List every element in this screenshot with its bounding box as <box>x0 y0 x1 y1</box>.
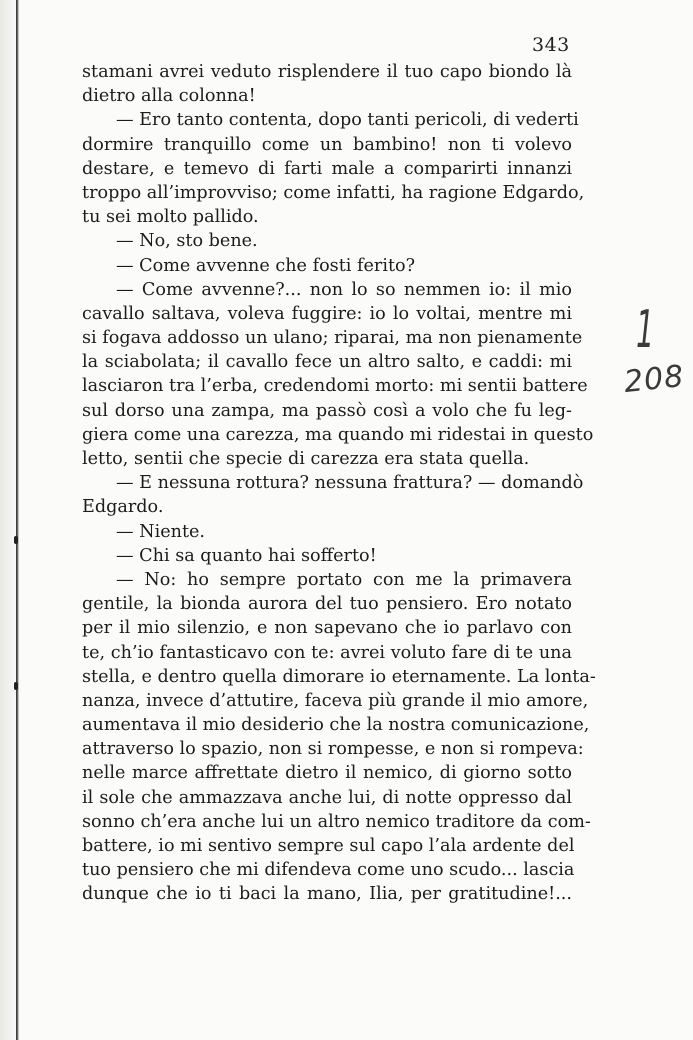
handwritten-margin-note: 1 <box>636 300 655 360</box>
ink-speck <box>14 536 18 544</box>
text-line: gentile, la bionda aurora del tuo pensiero. Ero notato <box>82 594 572 615</box>
text-line: — Chi sa quanto hai sofferto! <box>116 545 377 566</box>
text-line: tuo pensiero che mi difendeva come uno scudo... lascia <box>82 860 575 881</box>
page-number: 343 <box>532 34 570 56</box>
text-line: sul dorso una zampa, ma passò così a volo che fu leg- <box>82 400 572 421</box>
text-line: si fogava addosso un ulano; riparai, ma non pienamente <box>82 328 583 349</box>
body-text <box>82 60 596 907</box>
handwritten-margin-note: 208 <box>622 358 686 401</box>
text-line: il sole che ammazzava anche lui, di notte oppresso dal <box>82 787 572 808</box>
text-line: per il mio silenzio, e non sapevano che io parlavo con <box>82 618 572 639</box>
ink-speck <box>14 682 18 690</box>
text-line: — Come avvenne?... non lo so nemmen io: il mio <box>116 279 572 300</box>
text-line: nanza, invece d’attutire, faceva più grande il mio amore, <box>82 690 589 711</box>
text-line: battere, io mi sentivo sempre sul capo l’ala ardente del <box>82 836 575 856</box>
text-line: — No, sto bene. <box>116 231 258 252</box>
text-line: destare, e temevo di farti male a comparirti innanzi <box>82 158 572 179</box>
text-line: stella, e dentro quella dimorare io eternamente. La lonta- <box>82 666 596 687</box>
text-line: dunque che io ti baci la mano, Ilia, per gratitudine!... <box>82 884 572 905</box>
text-line: nelle marce affrettate dietro il nemico, di giorno sotto <box>82 763 572 784</box>
text-line: la sciabolata; il cavallo fece un altro salto, e caddi: mi <box>82 352 572 373</box>
text-line: aumentava il mio desiderio che la nostra comunicazione, <box>82 715 590 736</box>
text-line: te, ch’io fantasticavo con te: avrei voluto fare di te una <box>82 642 572 663</box>
text-line: — Niente. <box>116 521 206 542</box>
text-line: lasciaron tra l’erba, credendomi morto: mi sentii battere <box>82 376 588 397</box>
binding-edge <box>16 0 19 1040</box>
text-line: troppo all’improvviso; come infatti, ha ragione Edgardo, <box>82 182 585 203</box>
text-line: attraverso lo spazio, non si rompesse, e non si rompeva: <box>82 739 584 760</box>
text-line: — No: ho sempre portato con me la primavera <box>116 569 572 590</box>
text-line: stamani avrei veduto risplendere il tuo capo biondo là <box>82 62 572 82</box>
text-line: — E nessuna rottura? nessuna frattura? — domandò <box>116 473 584 494</box>
text-line: — Come avvenne che fosti ferito? <box>116 255 416 276</box>
text-line: — Ero tanto contenta, dopo tanti pericoli, di vederti <box>116 110 579 131</box>
text-line: dietro alla colonna! <box>82 86 256 107</box>
text-line: cavallo saltava, voleva fuggire: io lo voltai, mentre mi <box>82 303 572 324</box>
text-line: dormire tranquillo come un bambino! non ti volevo <box>82 134 572 155</box>
text-line: Edgardo. <box>82 497 164 518</box>
text-line: sonno ch’era anche lui un altro nemico traditore da com- <box>82 811 591 832</box>
text-line: giera come una carezza, ma quando mi ridestai in questo <box>82 424 594 445</box>
text-line: tu sei molto pallido. <box>82 207 259 228</box>
text-line: letto, sentii che specie di carezza era stata quella. <box>82 449 530 469</box>
